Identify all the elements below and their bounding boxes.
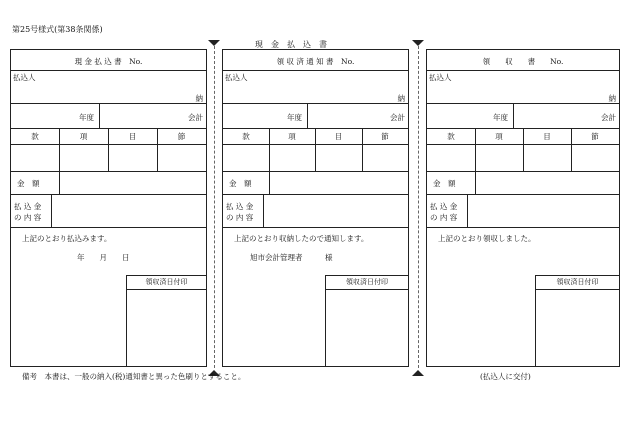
amount-label: 金 額 — [229, 179, 252, 188]
footer-note: 備考 本書は、一般の納入(税)通知書と異った色刷りとすること。 — [22, 372, 246, 381]
message-text: 上記のとおり払込みます。 — [22, 234, 112, 243]
receipt-stamp-box — [535, 275, 619, 366]
cut-line-right — [418, 46, 419, 368]
kan-header: 款 — [242, 132, 250, 141]
triangle-marker-icon — [208, 40, 220, 46]
purpose-label-1: 払 込 金 — [430, 202, 458, 211]
amount-label: 金 額 — [433, 179, 456, 188]
purpose-label-2: の 内 容 — [226, 213, 254, 222]
setsu-header: 節 — [381, 132, 389, 141]
setsu-header: 節 — [591, 132, 599, 141]
stamp-label: 領収済日付印 — [536, 276, 619, 290]
setsu-header: 節 — [177, 132, 186, 141]
payer-label: 払込人 — [429, 73, 452, 82]
slip-title: 領 収 書 No. — [482, 57, 564, 66]
kou-header: 項 — [79, 132, 88, 141]
slip-title: 領 収 済 通 知 書 No. — [276, 57, 355, 66]
nou-label: 納 — [397, 94, 405, 103]
message-text: 上記のとおり収納したので通知します。 — [234, 234, 369, 243]
purpose-label-2: の 内 容 — [430, 213, 458, 222]
account-label: 会計 — [188, 113, 203, 122]
payer-label: 払込人 — [225, 73, 248, 82]
payment-slip-form — [10, 49, 207, 367]
cut-line-left — [214, 46, 215, 368]
receipt-stamp-box — [325, 275, 408, 366]
fiscal-year-label: 年度 — [79, 113, 94, 122]
message-text: 上記のとおり領収しました。 — [438, 234, 536, 243]
receipt-stamp-box — [126, 275, 206, 366]
kou-header: 項 — [495, 132, 503, 141]
kan-header: 款 — [31, 132, 39, 141]
triangle-marker-icon — [412, 40, 424, 46]
kou-header: 項 — [288, 132, 296, 141]
purpose-label-1: 払 込 金 — [226, 202, 254, 211]
document-title: 現 金 払 込 書 — [255, 40, 327, 49]
account-label: 会計 — [390, 113, 405, 122]
purpose-label-1: 払 込 金 — [14, 202, 42, 211]
footer-delivery: (払込人に交付) — [480, 372, 531, 381]
moku-header: 目 — [543, 132, 551, 141]
stamp-label: 領収済日付印 — [326, 276, 408, 290]
manager-line: 旭市会計管理者 様 — [250, 253, 333, 262]
fiscal-year-label: 年度 — [493, 113, 508, 122]
purpose-label-2: の 内 容 — [14, 213, 42, 222]
account-label: 会計 — [601, 113, 616, 122]
nou-label: 納 — [608, 94, 616, 103]
triangle-marker-icon — [412, 370, 424, 376]
stamp-label: 領収済日付印 — [127, 276, 206, 290]
amount-label: 金 額 — [17, 179, 40, 188]
slip-title: 現 金 払 込 書 No. — [74, 57, 143, 66]
moku-header: 目 — [334, 132, 343, 141]
nou-label: 納 — [195, 94, 203, 103]
date-line: 年 月 日 — [77, 253, 130, 262]
form-number: 第25号様式(第38条関係) — [12, 25, 103, 34]
kan-header: 款 — [447, 132, 455, 141]
moku-header: 目 — [128, 132, 137, 141]
fiscal-year-label: 年度 — [287, 113, 302, 122]
payer-label: 払込人 — [13, 73, 36, 82]
receipt-form — [426, 49, 620, 367]
receipt-notice-form — [222, 49, 409, 367]
